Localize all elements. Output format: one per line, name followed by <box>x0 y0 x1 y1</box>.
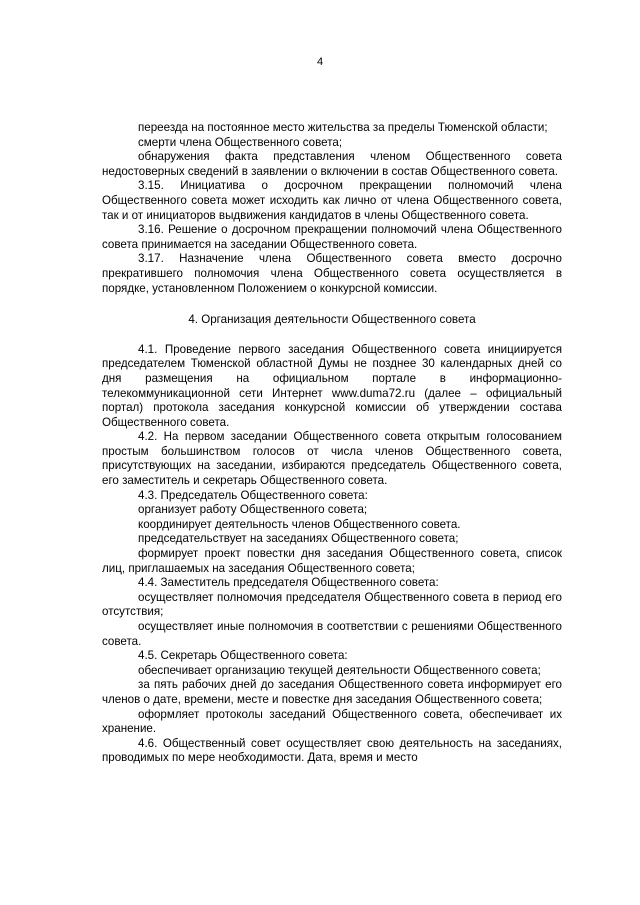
section-heading: 4. Организация деятельности Общественного совета <box>188 313 476 327</box>
document-body <box>102 121 562 766</box>
paragraph: осуществляет иные полномочия в соответствии с решениями Общественного совета. <box>102 620 562 648</box>
paragraph: за пять рабочих дней до заседания Общественного совета информирует его членов о дате, времени, месте и повестке дня заседания Общественного совета; <box>102 678 562 706</box>
paragraph: 4.1. Проведение первого заседания Общественного совета инициируется председателем Тюменской областной Думы не позднее 30 календарных дней со дня размещения на официальном портале в информационно-телекоммуникационной сети Интернет www.duma72.ru (далее – официальный портал) протокола заседания конкурсной комиссии об утверждении состава Общественного совета. <box>102 342 562 429</box>
paragraph: осуществляет полномочия председателя Общественного совета в период его отсутствия; <box>102 590 562 619</box>
paragraph: 4.3. Председатель Общественного совета: <box>138 488 368 502</box>
paragraph: оформляет протоколы заседаний Общественного совета, обеспечивает их хранение. <box>102 707 562 736</box>
paragraph: координирует деятельность членов Общественного совета. <box>138 517 461 531</box>
paragraph: 4.4. Заместитель председателя Общественного совета: <box>138 576 439 590</box>
paragraph: 4.5. Секретарь Общественного совета: <box>138 649 348 663</box>
paragraph: организует работу Общественного совета; <box>138 503 368 517</box>
paragraph: обеспечивает организацию текущей деятельности Общественного совета; <box>138 663 541 677</box>
paragraph: 3.15. Инициатива о досрочном прекращении полномочий члена Общественного совета может исходить как лично от члена Общественного совета, так и от инициаторов выдвижения кандидатов в члены Общественного совета. <box>102 179 562 222</box>
paragraph: 4.6. Общественный совет осуществляет свою деятельность на заседаниях, проводимых по мере необходимости. Дата, время и место <box>102 736 562 765</box>
paragraph: обнаружения факта представления членом Общественного совета недостоверных сведений в заявлении о включении в состав Общественного совета. <box>102 150 562 178</box>
paragraph: 3.16. Решение о досрочном прекращении полномочий члена Общественного совета принимается на заседании Общественного совета. <box>102 223 562 251</box>
page-number: 4 <box>316 56 324 68</box>
paragraph: 4.2. На первом заседании Общественного совета открытым голосованием простым большинством голосов от числа членов Общественного совета, присутствующих на заседании, избираются председатель Общественного совета, его заместитель и секретарь Общественного совета. <box>102 430 562 488</box>
paragraph: председательствует на заседаниях Общественного совета; <box>138 532 459 546</box>
paragraph: формирует проект повестки дня заседания Общественного совета, список лиц, приглашаемых на заседания Общественного совета; <box>102 547 562 575</box>
paragraph: смерти члена Общественного совета; <box>138 135 343 149</box>
paragraph: переезда на постоянное место жительства за пределы Тюменской области; <box>138 121 548 134</box>
paragraph: 3.17. Назначение члена Общественного совета вместо досрочно прекратившего полномочия члена Общественного совета осуществляется в порядке, установленном Положением о конкурсной комиссии. <box>102 252 562 295</box>
